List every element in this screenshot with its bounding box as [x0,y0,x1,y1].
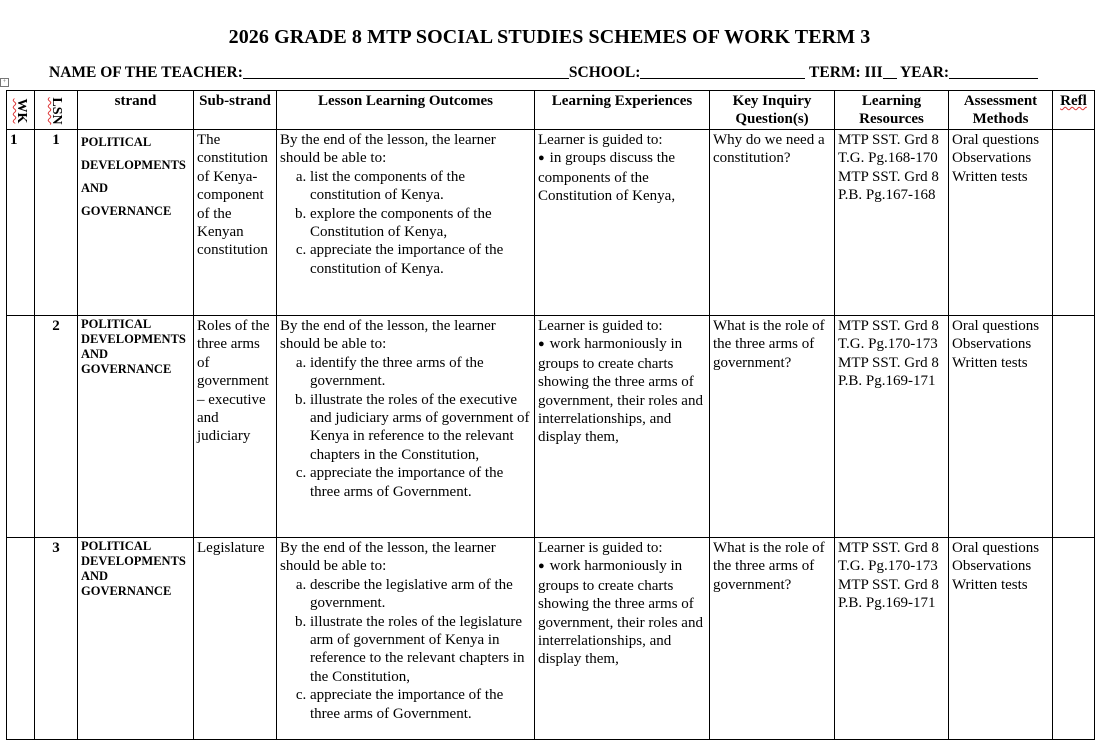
assessment-item: Oral questions [952,318,1040,334]
list-item: b. explore the components of the Constitution of Kenya, [310,205,531,242]
assessment-item: Observations [952,336,1032,353]
teacher-name-blank [243,62,569,79]
sub-strand-cell: Legislature [194,538,277,740]
assessment-cell [949,538,1053,740]
outcomes-list [280,354,531,501]
school-label: SCHOOL: [568,64,641,81]
list-item: a. list the components of the constitution of Kenya. [310,168,531,205]
outcomes-list [280,168,531,278]
outcomes-intro: By the end of the lesson, the learner should be able to: [280,540,496,575]
list-item: c. appreciate the importance of the constitution of Kenya. [310,241,531,278]
list-item: b. illustrate the roles of the legislature arm of government of Kenya in reference to the relevant chapters in the Constitution, [310,613,531,687]
table-row [7,130,1095,316]
experiences-intro: Learner is guided to: [538,132,663,148]
assessment-cell [949,316,1053,538]
experiences-cell [535,130,710,316]
inquiry-cell: Why do we need a constitution? [710,130,835,316]
resource-item: MTP SST. Grd 8 T.G. Pg.168-170 [838,132,939,167]
year-blank [949,62,1038,79]
strand-cell: POLITICAL DEVELOPMENTS AND GOVERNANCE [78,538,194,740]
col-header-reflection: Refl [1053,91,1095,130]
experiences-cell [535,538,710,740]
table-move-handle-icon[interactable]: + [0,78,9,87]
teacher-info-line [49,62,1038,82]
lesson-cell: 2 [35,316,78,538]
assessment-item: Observations [952,558,1032,575]
outcomes-cell [277,316,535,538]
resource-item: MTP SST. Grd 8 P.B. Pg.169-171 [838,354,939,390]
reflection-cell[interactable] [1053,130,1095,316]
col-header-week: WK [7,91,35,130]
list-item: c. appreciate the importance of the three arms of Government. [310,464,531,501]
experience-item: ● work harmoniously in groups to create charts showing the three arms of government, their roles and interrelationships, and display them, [538,335,706,446]
teacher-label: NAME OF THE TEACHER: [49,64,243,81]
experiences-cell [535,316,710,538]
list-item: b. illustrate the roles of the executive and judiciary arms of government of Kenya in reference to the relevant chapters in the Constitution, [310,391,531,465]
sub-strand-cell: Roles of the three arms of government – executive and judiciary [194,316,277,538]
experience-item: ● in groups discuss the components of the Constitution of Kenya, [538,149,706,205]
week-cell: 1 [7,130,35,316]
school-name-blank [640,62,805,79]
col-header-outcomes: Lesson Learning Outcomes [277,91,535,130]
lesson-cell: 1 [35,130,78,316]
strand-cell: POLITICAL DEVELOPMENTS AND GOVERNANCE [78,130,194,316]
experiences-intro: Learner is guided to: [538,318,663,334]
strand-cell: POLITICAL DEVELOPMENTS AND GOVERNANCE [78,316,194,538]
table-row [7,538,1095,740]
lesson-cell: 3 [35,538,78,740]
scheme-of-work-table [6,90,1095,740]
col-header-inquiry: Key Inquiry Question(s) [710,91,835,130]
inquiry-cell: What is the role of the three arms of government? [710,538,835,740]
week-cell [7,538,35,740]
sub-strand-cell: The constitution of Kenya-component of the Kenyan constitution [194,130,277,316]
table-header-row [7,91,1095,130]
inquiry-cell: What is the role of the three arms of government? [710,316,835,538]
col-header-resources: Learning Resources [835,91,949,130]
document-title: 2026 GRADE 8 MTP SOCIAL STUDIES SCHEMES OF WORK TERM 3 [228,26,871,48]
resources-cell [835,316,949,538]
term-blank [883,62,897,79]
assessment-cell [949,130,1053,316]
term-label: TERM: III [809,64,883,81]
resources-cell [835,130,949,316]
resource-item: MTP SST. Grd 8 P.B. Pg.167-168 [838,168,939,204]
assessment-item: Written tests [952,168,1028,185]
resources-cell [835,538,949,740]
experiences-intro: Learner is guided to: [538,540,663,556]
col-header-assessment: Assessment Methods [949,91,1053,130]
assessment-item: Observations [952,150,1032,167]
reflection-cell[interactable] [1053,538,1095,740]
assessment-item: Oral questions [952,132,1040,148]
col-header-sub-strand: Sub-strand [194,91,277,130]
experience-item: ● work harmoniously in groups to create charts showing the three arms of government, their roles and interrelationships, and display them, [538,557,706,668]
col-header-experiences: Learning Experiences [535,91,710,130]
list-item: a. identify the three arms of the government. [310,354,531,391]
outcomes-intro: By the end of the lesson, the learner should be able to: [280,132,496,167]
assessment-item: Oral questions [952,540,1040,556]
outcomes-list [280,576,531,723]
outcomes-intro: By the end of the lesson, the learner should be able to: [280,318,496,353]
col-header-lesson: LSN [35,91,78,130]
assessment-item: Written tests [952,576,1028,593]
week-cell [7,316,35,538]
outcomes-cell [277,130,535,316]
outcomes-cell [277,538,535,740]
col-header-strand: strand [78,91,194,130]
list-item: c. appreciate the importance of the three arms of Government. [310,686,531,723]
list-item: a. describe the legislative arm of the government. [310,576,531,613]
resource-item: MTP SST. Grd 8 T.G. Pg.170-173 [838,318,939,353]
reflection-cell[interactable] [1053,316,1095,538]
resource-item: MTP SST. Grd 8 P.B. Pg.169-171 [838,576,939,612]
assessment-item: Written tests [952,354,1028,371]
year-label: YEAR: [899,64,950,81]
resource-item: MTP SST. Grd 8 T.G. Pg.170-173 [838,540,939,575]
table-row [7,316,1095,538]
